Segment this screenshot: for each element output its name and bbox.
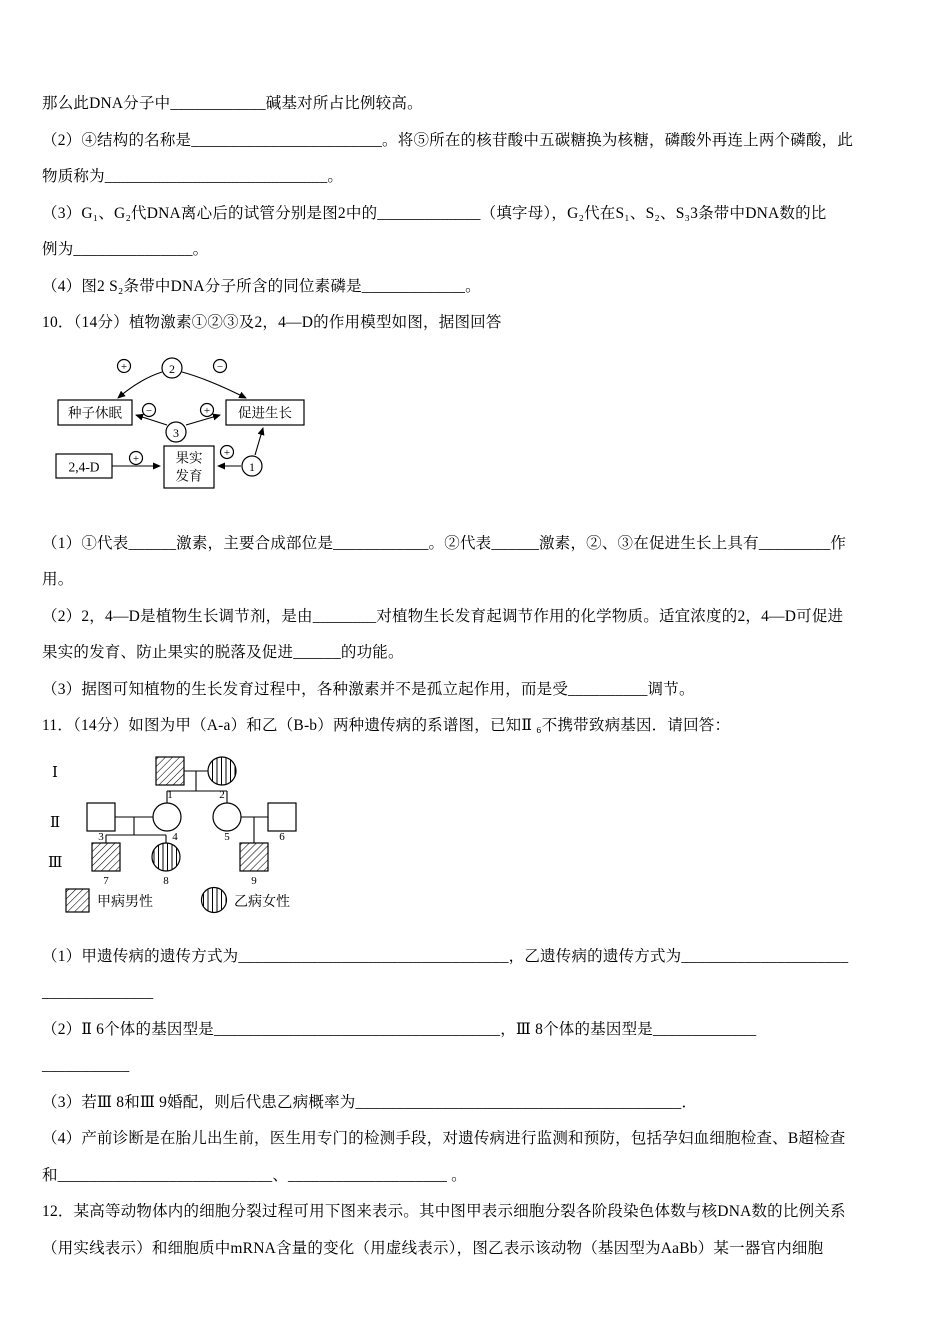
- question-10: [42, 305, 912, 708]
- question-11-header: 11．（14分）如图为甲（A-a）和乙（B-b）两种遗传病的系谱图，已知Ⅱ ₆不携带致病基因．请回答：: [42, 717, 731, 734]
- q9-line: （3）G₁、G₂代DNA离心后的试管分别是图2中的_____________（填字母），G₂代在S₁、S₂、S₃3条带中DNA数的比: [42, 204, 827, 222]
- svg-text:9: 9: [251, 874, 257, 887]
- pedigree-individual-5-female: [213, 803, 241, 843]
- auxin-analog-box: [56, 454, 112, 478]
- q11-line: （3）若Ⅲ 8和Ⅲ 9婚配，则后代患乙病概率为_________________________________________．: [42, 1093, 698, 1111]
- q11-line: 和___________________________、____________________ 。: [42, 1166, 467, 1184]
- svg-text:−: −: [145, 404, 153, 417]
- svg-text:3: 3: [173, 425, 179, 440]
- q11-line: （4）产前诊断是在胎儿出生前，医生用专门的检测手段，对遗传病进行监测和预防，包括孕妇血细胞检查、B超检查: [42, 1130, 846, 1147]
- svg-text:种子休眠: 种子休眠: [68, 405, 122, 420]
- pedigree-individual-7-affected-male: [92, 843, 120, 887]
- svg-text:2,4-D: 2,4-D: [68, 459, 100, 474]
- svg-text:+: +: [120, 360, 128, 373]
- q10-line: （2）2，4—D是植物生长调节剂，是由________对植物生长发育起调节作用的化学物质。适宜浓度的2，4—D可促进: [42, 607, 844, 625]
- pedigree-connectors: [106, 771, 268, 843]
- svg-text:乙病女性: 乙病女性: [234, 894, 290, 910]
- question-9-tail: [42, 86, 912, 305]
- pedigree-individual-2-affected-female: [208, 757, 236, 801]
- svg-text:2: 2: [219, 788, 225, 801]
- arrow-1-to-growth: [255, 428, 263, 455]
- svg-text:4: 4: [172, 830, 178, 843]
- svg-text:2: 2: [169, 361, 175, 376]
- generation-label-3: Ⅲ: [48, 854, 63, 871]
- svg-text:甲病男性: 甲病男性: [97, 894, 153, 910]
- q10-line: （3）据图可知植物的生长发育过程中，各种激素并不是孤立起作用，而是受__________调节。: [42, 680, 695, 698]
- q11-line: （1）甲遗传病的遗传方式为__________________________________，乙遗传病的遗传方式为_____________________: [42, 947, 849, 965]
- svg-text:5: 5: [224, 830, 230, 843]
- plus-sign: [130, 451, 143, 465]
- plus-sign: [221, 445, 234, 459]
- q11-line: ___________: [42, 1057, 130, 1074]
- question-12: [42, 1194, 912, 1267]
- q12-line: 12．某高等动物体内的细胞分裂过程可用下图来表示。其中图甲表示细胞分裂各阶段染色体数与核DNA数的比例关系: [42, 1203, 846, 1220]
- legend-affected-female: [202, 887, 291, 912]
- svg-text:+: +: [223, 446, 231, 459]
- svg-text:+: +: [132, 452, 140, 465]
- minus-sign: [143, 403, 156, 417]
- question-10-header: 10．（14分）植物激素①②③及2，4—D的作用模型如图，据图回答: [42, 314, 502, 331]
- q9-line: 例为_______________。: [42, 241, 209, 258]
- pedigree-individual-1-affected-male: [156, 757, 184, 801]
- svg-text:7: 7: [103, 874, 109, 887]
- q9-line: （4）图2 S₂条带中DNA分子所含的同位素磷是_____________。: [42, 277, 481, 295]
- svg-text:1: 1: [167, 788, 173, 801]
- q11-line: （2）Ⅱ 6个体的基因型是____________________________________，Ⅲ 8个体的基因型是_____________: [42, 1020, 757, 1038]
- plus-sign: [201, 403, 214, 417]
- q9-line: 那么此DNA分子中____________碱基对所占比例较高。: [42, 95, 423, 112]
- seed-dormancy-box: [58, 400, 132, 425]
- svg-text:发育: 发育: [175, 468, 203, 483]
- q9-line: 物质称为____________________________。: [42, 168, 344, 185]
- q12-line: （用实线表示）和细胞质中mRNA含量的变化（用虚线表示），图乙表示该动物（基因型为AaBb）某一器官内细胞: [42, 1239, 824, 1257]
- pedigree-individual-6-male: [268, 803, 296, 843]
- plus-sign: [118, 359, 131, 373]
- generation-label-1: Ⅰ: [52, 764, 58, 781]
- pedigree-individual-3-male: [87, 803, 115, 843]
- hormone-node-1: [242, 456, 262, 476]
- svg-text:8: 8: [163, 874, 169, 887]
- q11-line: ______________: [42, 984, 154, 1001]
- svg-text:1: 1: [249, 459, 255, 474]
- arrow-2-to-dormancy: [118, 372, 162, 398]
- minus-sign: [214, 359, 227, 373]
- svg-text:6: 6: [279, 830, 285, 843]
- pedigree-individual-9-affected-male: [240, 843, 268, 887]
- hormone-node-2: [162, 358, 182, 378]
- legend-affected-male: [66, 889, 153, 912]
- svg-text:−: −: [216, 360, 224, 373]
- svg-text:+: +: [203, 404, 211, 417]
- svg-text:果实: 果实: [175, 450, 203, 465]
- hormone-model-diagram: [50, 352, 372, 502]
- promote-growth-box: [226, 400, 304, 425]
- svg-text:3: 3: [98, 830, 104, 843]
- fruit-development-box: [164, 446, 214, 488]
- generation-label-2: Ⅱ: [50, 814, 61, 831]
- pedigree-chart: [44, 751, 444, 915]
- pedigree-individual-4-female: [153, 803, 181, 843]
- q10-line: （1）①代表______激素，主要合成部位是____________。②代表______激素，②、③在促进生长上具有_________作: [42, 534, 847, 552]
- q9-line: （2）④结构的名称是________________________。将⑤所在的核苷酸中五碳糖换为核糖，磷酸外再连上两个磷酸，此: [42, 131, 854, 149]
- pedigree-individual-8-affected-female: [152, 843, 180, 887]
- question-11: [42, 708, 912, 1194]
- arrow-2-to-growth: [182, 372, 246, 398]
- q10-line: 果实的发育、防止果实的脱落及促进______的功能。: [42, 644, 404, 661]
- hormone-node-3: [166, 422, 186, 442]
- svg-text:促进生长: 促进生长: [238, 405, 292, 420]
- q10-line: 用。: [42, 571, 74, 588]
